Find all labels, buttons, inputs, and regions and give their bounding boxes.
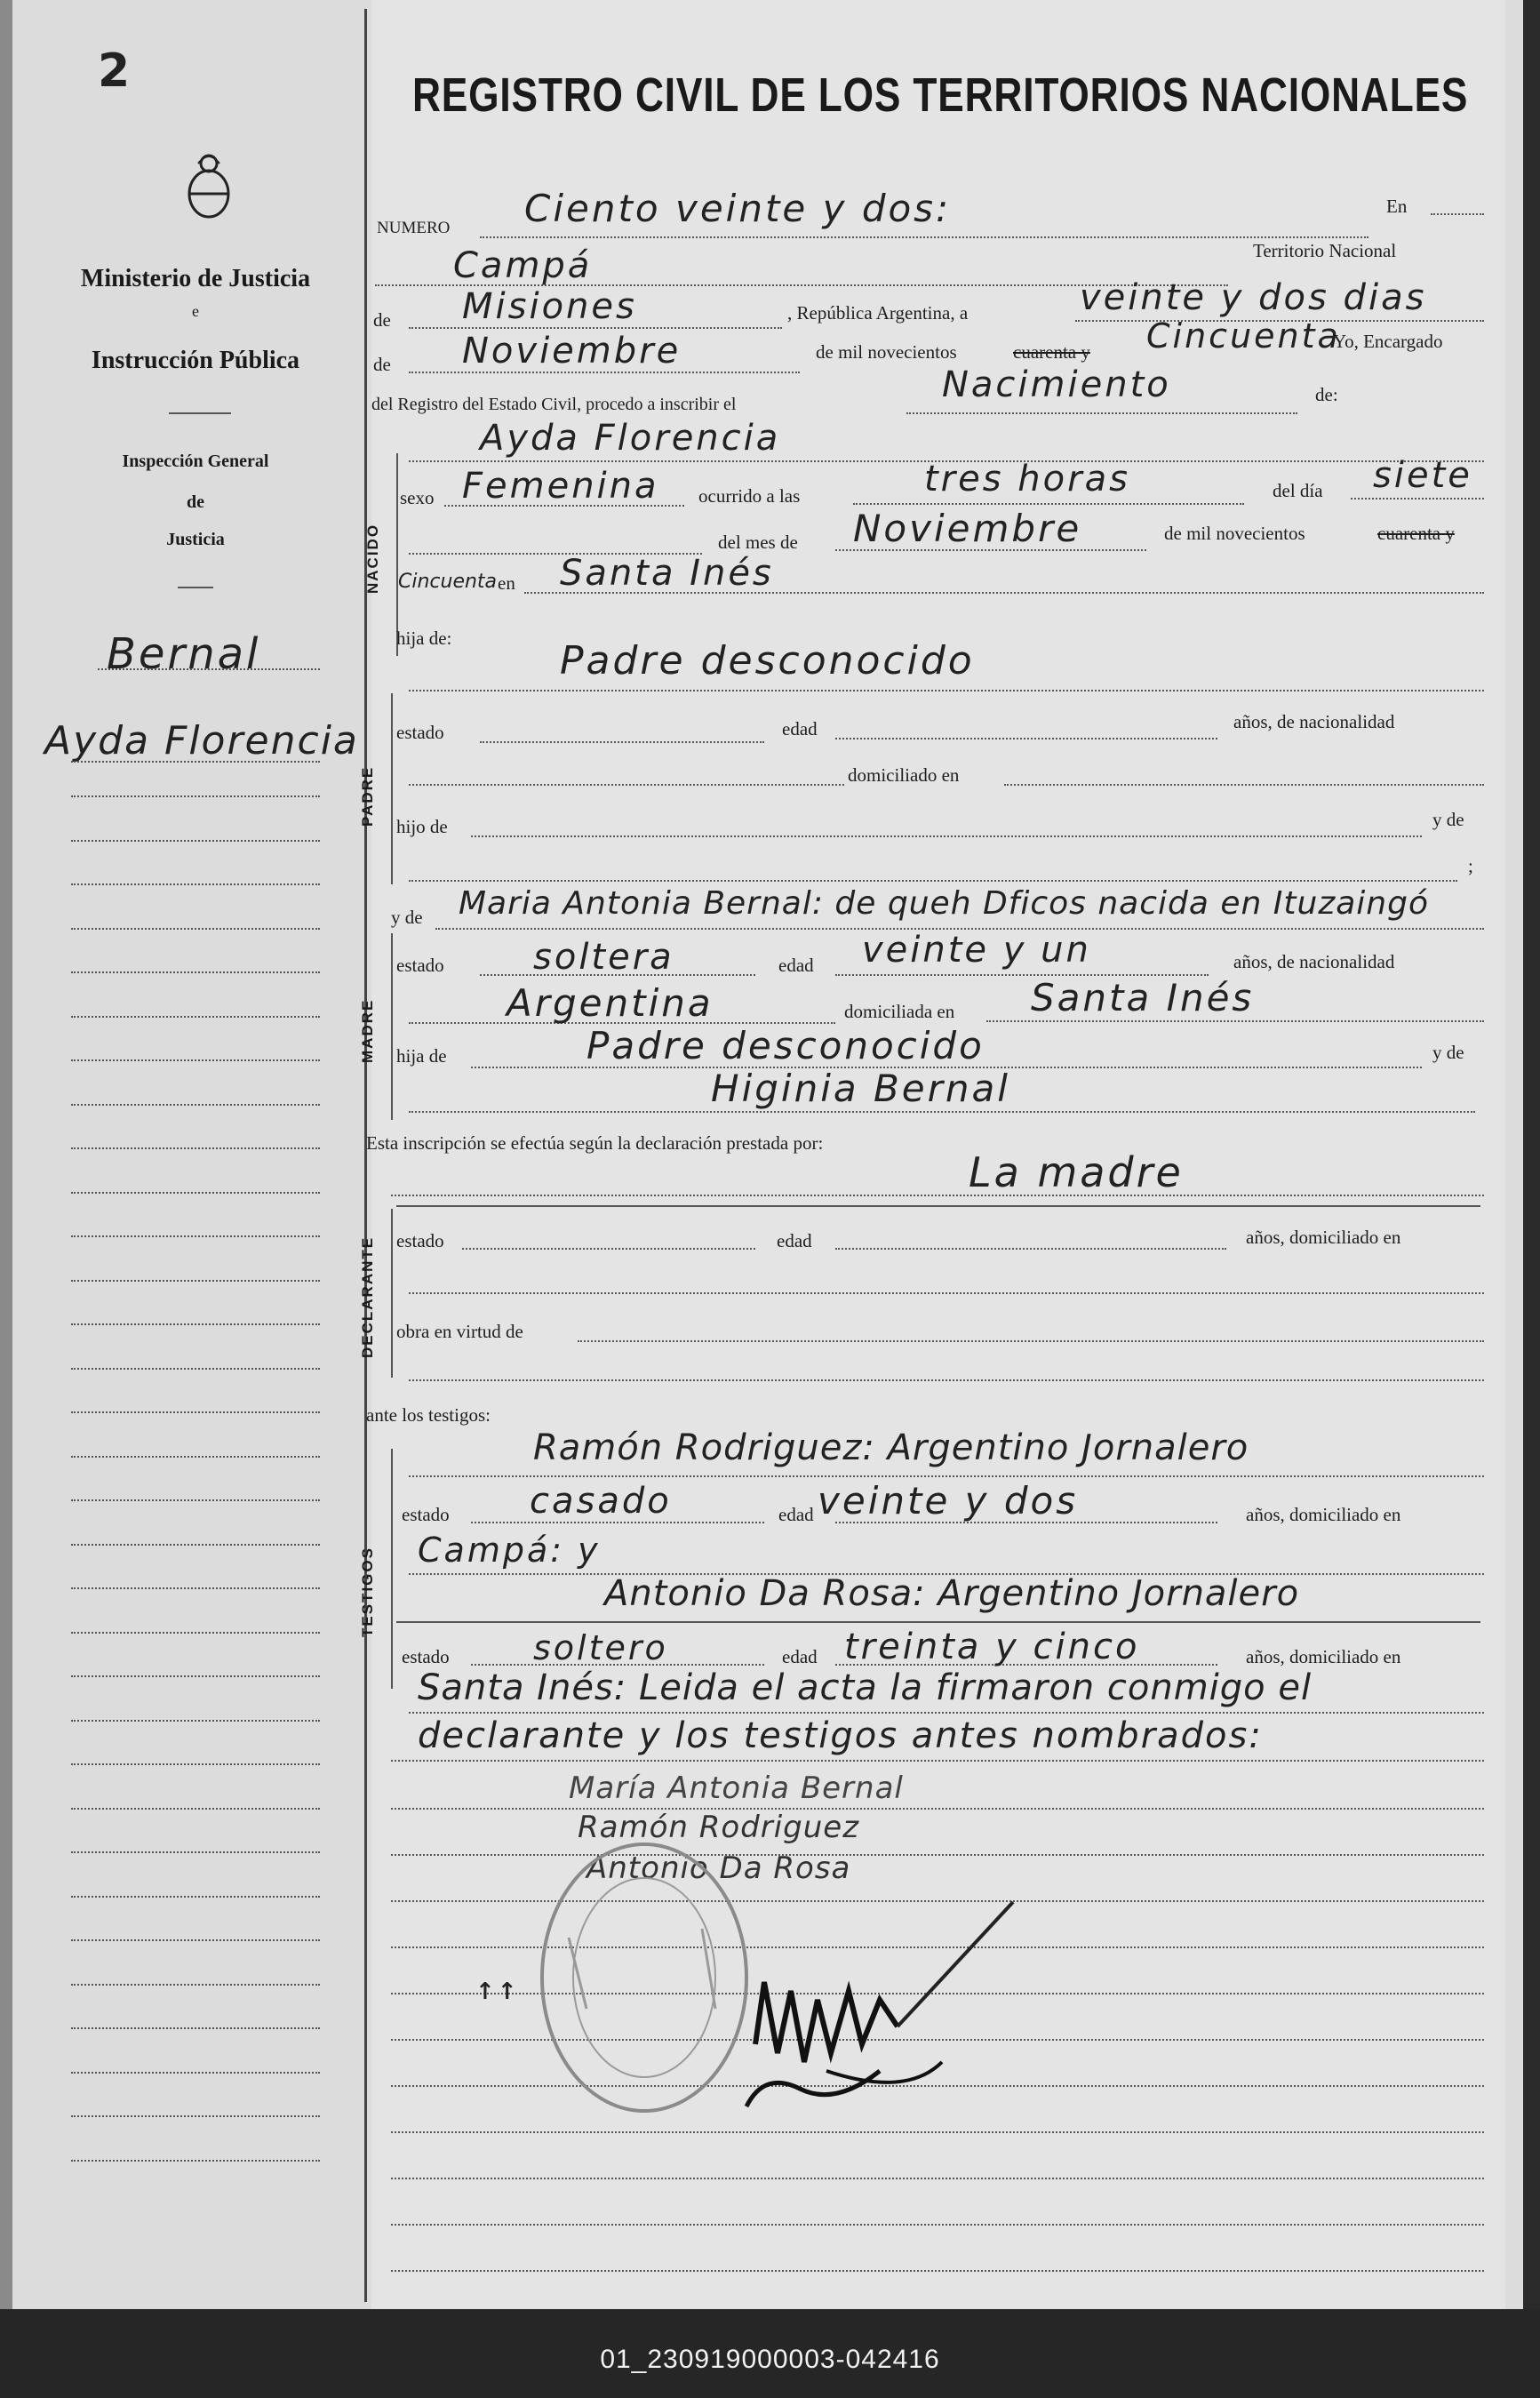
section-padre: PADRE: [359, 765, 376, 827]
dotted-line: [409, 1712, 1484, 1714]
stamp-mark: ↑↑: [475, 1978, 520, 2005]
form-ruled-line: [391, 1808, 1484, 1810]
signature-testigo-2: Antonio Da Rosa: [586, 1850, 851, 1886]
dotted-line: [835, 1248, 1226, 1250]
label-y-de-madre: y de: [391, 907, 423, 928]
label-del-dia: del día: [1273, 480, 1323, 501]
dotted-line: [409, 1475, 1484, 1477]
margin-name-line: [71, 761, 320, 763]
label-yo-encargado: Yo, Encargado: [1333, 331, 1443, 352]
margin-divider: [169, 412, 231, 414]
margin-ruled-line: [71, 1235, 320, 1237]
dotted-line: [409, 1379, 1484, 1381]
margin-ruled-line: [71, 2027, 320, 2029]
entry-lugar: Campá: [453, 245, 593, 286]
margin-ruled-line: [71, 1632, 320, 1634]
margin-ruled-line: [71, 1587, 320, 1589]
entry-testigo-2: Antonio Da Rosa: Argentino Jornalero: [604, 1573, 1300, 1614]
margin-ruled-line: [71, 1896, 320, 1898]
form-ruled-line: [391, 2224, 1484, 2226]
entry-dia: siete: [1373, 455, 1472, 496]
label-hijo-de: hijo de: [396, 816, 448, 837]
margin-ruled-line: [71, 1720, 320, 1722]
dotted-line: [391, 1760, 1484, 1762]
dotted-line: [471, 835, 1422, 837]
label-anos-domiciliado-2: años, domiciliado en: [1246, 1504, 1401, 1525]
label-ante-testigos: ante los testigos:: [366, 1404, 491, 1426]
section-bracket: [391, 693, 393, 884]
dotted-line: [462, 1248, 755, 1250]
entry-testigo-1-domicilio: Campá: y: [418, 1531, 601, 1570]
entry-acto: Nacimiento: [942, 364, 1171, 405]
label-cuarenta-struck: cuarenta y: [1013, 341, 1090, 363]
dotted-line: [853, 503, 1244, 505]
label-semicolon: ;: [1468, 855, 1473, 876]
margin-surname-line: [98, 668, 320, 670]
margin-ruled-line: [71, 1323, 320, 1325]
entry-fecha-dia: veinte y dos dias: [1080, 277, 1427, 318]
dotted-line: [1431, 213, 1484, 215]
label-hija-de: hija de:: [396, 627, 452, 649]
entry-padre: Padre desconocido: [560, 638, 975, 683]
margin-ruled-line: [71, 1675, 320, 1677]
label-declaracion: Esta inscripción se efectúa según la declaración prestada por:: [366, 1132, 824, 1154]
label-anos-nacionalidad: años, de nacionalidad: [1233, 711, 1395, 732]
label-de: de: [373, 309, 391, 331]
margin-ruled-line: [71, 2160, 320, 2162]
entry-anio-nac: Cincuenta: [398, 571, 498, 593]
ministry-line-3: Instrucción Pública: [91, 347, 300, 374]
label-obra-virtud: obra en virtud de: [396, 1321, 523, 1342]
section-bracket: [391, 933, 393, 1120]
label-de-3: de:: [1315, 384, 1338, 405]
margin-ruled-line: [71, 1192, 320, 1194]
entry-lugar-nac: Santa Inés: [560, 553, 774, 594]
margin-ruled-line: [71, 883, 320, 885]
label-domiciliado-padre: domiciliado en: [848, 764, 960, 786]
margin-ruled-line: [71, 1059, 320, 1061]
entry-mes: Noviembre: [462, 331, 682, 372]
signature-testigo-1: Ramón Rodriguez: [578, 1810, 860, 1845]
dotted-line: [409, 327, 782, 329]
entry-madre-padre: Padre desconocido: [586, 1024, 985, 1067]
margin-ruled-line: [71, 795, 320, 797]
section-rule: [396, 1205, 1480, 1207]
label-numero: NUMERO: [377, 219, 451, 237]
margin-ruled-line: [71, 1368, 320, 1370]
dotted-line: [409, 1111, 1475, 1113]
entry-territorio: Misiones: [462, 286, 637, 327]
entry-testigo-1-estado: casado: [530, 1481, 672, 1522]
registrar-signature-icon: [729, 1893, 1031, 2124]
form-ruled-line: [391, 2178, 1484, 2179]
page-edge: [0, 0, 12, 2309]
coat-of-arms-icon: [182, 149, 235, 224]
dotted-line: [835, 738, 1217, 739]
margin-ruled-line: [71, 1104, 320, 1106]
margin-surname: Bernal: [107, 629, 261, 679]
form-title: REGISTRO CIVIL DE LOS TERRITORIOS NACIONALES: [412, 68, 1469, 122]
dotted-line: [409, 690, 1484, 691]
form-ruled-line: [391, 2270, 1484, 2272]
entry-anio: Cincuenta: [1146, 316, 1341, 356]
label-y-de-madre-2: y de: [1432, 1042, 1464, 1063]
section-madre: MADRE: [359, 998, 376, 1063]
label-edad-padre: edad: [782, 718, 818, 739]
margin-given-names: Ayda Florencia: [44, 718, 359, 763]
entry-testigo-1: Ramón Rodriguez: Argentino Jornalero: [533, 1427, 1249, 1468]
label-estado-declarante: estado: [396, 1230, 444, 1251]
section-nacido: NACIDO: [364, 523, 381, 594]
label-en: En: [1386, 196, 1408, 217]
ministry-line-1: Ministerio de Justicia: [80, 265, 311, 292]
label-en-2: en: [498, 572, 515, 594]
image-id-label: 01_230919000003-042416: [600, 2345, 940, 2374]
dotted-line: [480, 236, 1368, 238]
label-ocurrido: ocurrido a las: [698, 485, 801, 507]
label-edad-declarante: edad: [777, 1230, 812, 1251]
label-edad-madre: edad: [778, 955, 814, 976]
dotted-line: [578, 1340, 1484, 1342]
label-sexo: sexo: [400, 487, 435, 508]
entry-hora: tres horas: [924, 459, 1130, 500]
label-anos-nacionalidad-2: años, de nacionalidad: [1233, 951, 1395, 972]
label-del-mes: del mes de: [718, 532, 798, 553]
dotted-line: [906, 412, 1297, 414]
entry-cierre-2: declarante y los testigos antes nombrados:: [418, 1715, 1263, 1756]
margin-ruled-line: [71, 1411, 320, 1413]
margin-ruled-line: [71, 971, 320, 973]
label-anos-domiciliado-3: años, domiciliado en: [1246, 1646, 1401, 1667]
label-estado-testigo-2: estado: [402, 1646, 450, 1667]
margin-ruled-line: [71, 928, 320, 930]
section-declarante: DECLARANTE: [359, 1235, 376, 1358]
entry-madre-madre: Higinia Bernal: [711, 1067, 1010, 1110]
margin-ruled-line: [71, 1499, 320, 1501]
entry-madre-edad: veinte y un: [862, 930, 1091, 971]
entry-testigo-2-edad: treinta y cinco: [844, 1627, 1140, 1667]
dotted-line: [1004, 784, 1484, 786]
dotted-line: [471, 1522, 764, 1523]
entry-madre-nacionalidad: Argentina: [507, 981, 714, 1025]
label-hija-de-madre: hija de: [396, 1045, 447, 1067]
label-anos-domiciliado: años, domiciliado en: [1246, 1227, 1401, 1248]
inspection-line-3: Justicia: [166, 530, 225, 549]
margin-ruled-line: [71, 1984, 320, 1986]
entry-testigo-1-edad: veinte y dos: [818, 1479, 1079, 1523]
dotted-line: [986, 1020, 1484, 1022]
inspection-line-1: Inspección General: [122, 452, 269, 471]
label-estado-padre: estado: [396, 722, 444, 743]
margin-ruled-line: [71, 2072, 320, 2074]
margin-ruled-line: [71, 840, 320, 842]
section-testigos: TESTIGOS: [359, 1547, 376, 1637]
label-estado-testigo-1: estado: [402, 1504, 450, 1525]
label-estado-madre: estado: [396, 955, 444, 976]
dotted-line: [409, 784, 844, 786]
signature-madre: María Antonia Bernal: [569, 1771, 904, 1806]
margin-ruled-line: [71, 1808, 320, 1810]
entry-madre-domicilio: Santa Inés: [1031, 976, 1255, 1019]
dotted-line: [480, 741, 764, 743]
entry-nombre: Ayda Florencia: [480, 418, 781, 459]
entry-sexo: Femenina: [462, 466, 659, 507]
dotted-line: [391, 1195, 1484, 1196]
margin-ruled-line: [71, 2115, 320, 2117]
entry-madre-estado: soltera: [533, 937, 674, 978]
margin-ruled-line: [71, 1456, 320, 1458]
label-mil-novecientos-2: de mil novecientos: [1164, 523, 1305, 544]
label-territorio: Territorio Nacional: [1253, 240, 1397, 261]
section-bracket: [391, 1209, 393, 1378]
page-number: 2: [98, 44, 133, 98]
label-registro: del Registro del Estado Civil, procedo a inscribir el: [371, 395, 737, 414]
dotted-line: [409, 1292, 1484, 1294]
dotted-line: [1351, 498, 1484, 500]
label-de-2: de: [373, 354, 391, 375]
margin-ruled-line: [71, 1280, 320, 1282]
entry-mes-nac: Noviembre: [853, 507, 1082, 550]
dotted-line: [409, 372, 800, 373]
entry-testigo-2-estado: soltero: [533, 1628, 668, 1667]
margin-ruled-line: [71, 1147, 320, 1149]
label-edad-testigo-2: edad: [782, 1646, 818, 1667]
dotted-line: [409, 880, 1457, 882]
form-ruled-line: [391, 2131, 1484, 2133]
label-edad-testigo-1: edad: [778, 1504, 814, 1525]
section-rule: [396, 1621, 1480, 1623]
margin-ruled-line: [71, 1763, 320, 1765]
section-bracket: [396, 453, 398, 656]
inspection-line-2: de: [187, 492, 204, 512]
label-republica: , República Argentina, a: [787, 302, 969, 324]
label-cuarenta-struck-2: cuarenta y: [1377, 523, 1455, 544]
official-stamp-icon: [533, 1831, 755, 2124]
section-bracket: [391, 1449, 393, 1689]
label-y-de-padre: y de: [1432, 809, 1464, 830]
ministry-line-2: e: [192, 302, 199, 320]
label-mil-novecientos: de mil novecientos: [816, 341, 957, 363]
entry-numero: Ciento veinte y dos:: [524, 187, 952, 230]
label-domiciliada: domiciliada en: [844, 1001, 955, 1022]
margin-ruled-line: [71, 1544, 320, 1546]
margin-divider-2: [178, 587, 213, 588]
entry-madre: Maria Antonia Bernal: de queh Dficos nacida en Ituzaingó: [459, 885, 1430, 922]
margin-ruled-line: [71, 1016, 320, 1018]
entry-declarante: La madre: [969, 1148, 1184, 1196]
entry-cierre-1: Santa Inés: Leida el acta la firmaron conmigo el: [418, 1667, 1313, 1708]
margin-ruled-line: [71, 1851, 320, 1853]
margin-ruled-line: [71, 1939, 320, 1941]
